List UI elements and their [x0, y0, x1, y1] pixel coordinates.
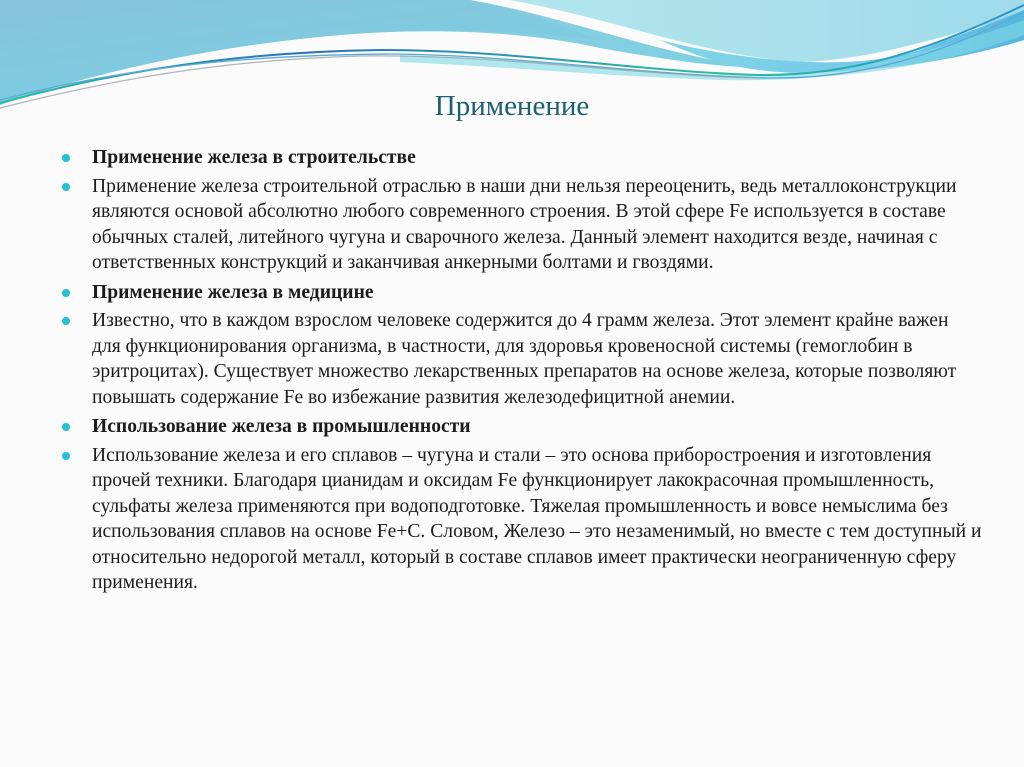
- slide-title: Применение: [434, 90, 590, 122]
- bullet-dot-icon: [62, 317, 70, 325]
- bullet-dot-icon: [62, 452, 70, 460]
- bullet-paragraph-industry: [62, 443, 982, 596]
- bullet-dot-icon: [62, 183, 70, 191]
- bullet-text: Использование железа в промышленности: [92, 416, 471, 437]
- bullet-paragraph-medicine: [62, 308, 982, 410]
- bullet-text: Применение железа строительной отраслью в наши дни нельзя переоценить, ведь металлоконструкции являются основой абсолютно любого современного строения. В этой сфере Fe используется в составе обычных сталей, литейного чугуна и сварочного железа. Данный элемент находится везде, начиная с ответственных конструкций и заканчивая анкерными болтами и гвоздями.: [92, 175, 957, 273]
- bullet-list: [62, 145, 982, 600]
- bullet-dot-icon: [62, 289, 70, 297]
- bullet-dot-icon: [62, 423, 70, 431]
- bullet-text: Применение железа в строительстве: [92, 147, 416, 168]
- bullet-text: Использование железа и его сплавов – чугуна и стали – это основа приборостроения и изготовления прочей техники. Благодаря цианидам и оксидам Fe функционирует лакокрасочная промышленность, сульфаты железа применяются при водоподготовке. Тяжелая промышленность и вовсе немыслима без использования сплавов на основе Fe+C. Словом, Железо – это незаменимый, но вместе с тем доступный и относительно недорогой металл, который в составе сплавов имеет практически неограниченную сферу применения.: [92, 444, 982, 593]
- bullet-text: Применение железа в медицине: [92, 281, 374, 303]
- bullet-text: Известно, что в каждом взрослом человеке содержится до 4 грамм железа. Этот элемент крайне важен для функционирования организма, в частности, для здоровья кровеносной системы (гемоглобин в эритроцитах). Существует множество лекарственных препаратов на основе железа, которые позволяют повышать содержание Fe во избежание развития железодефицитной анемии.: [92, 310, 957, 408]
- bullet-heading-industry: [62, 414, 982, 440]
- bullet-heading-medicine: [62, 280, 982, 306]
- bullet-heading-construction: [62, 145, 982, 171]
- bullet-paragraph-construction: [62, 174, 982, 276]
- bullet-dot-icon: [62, 154, 70, 162]
